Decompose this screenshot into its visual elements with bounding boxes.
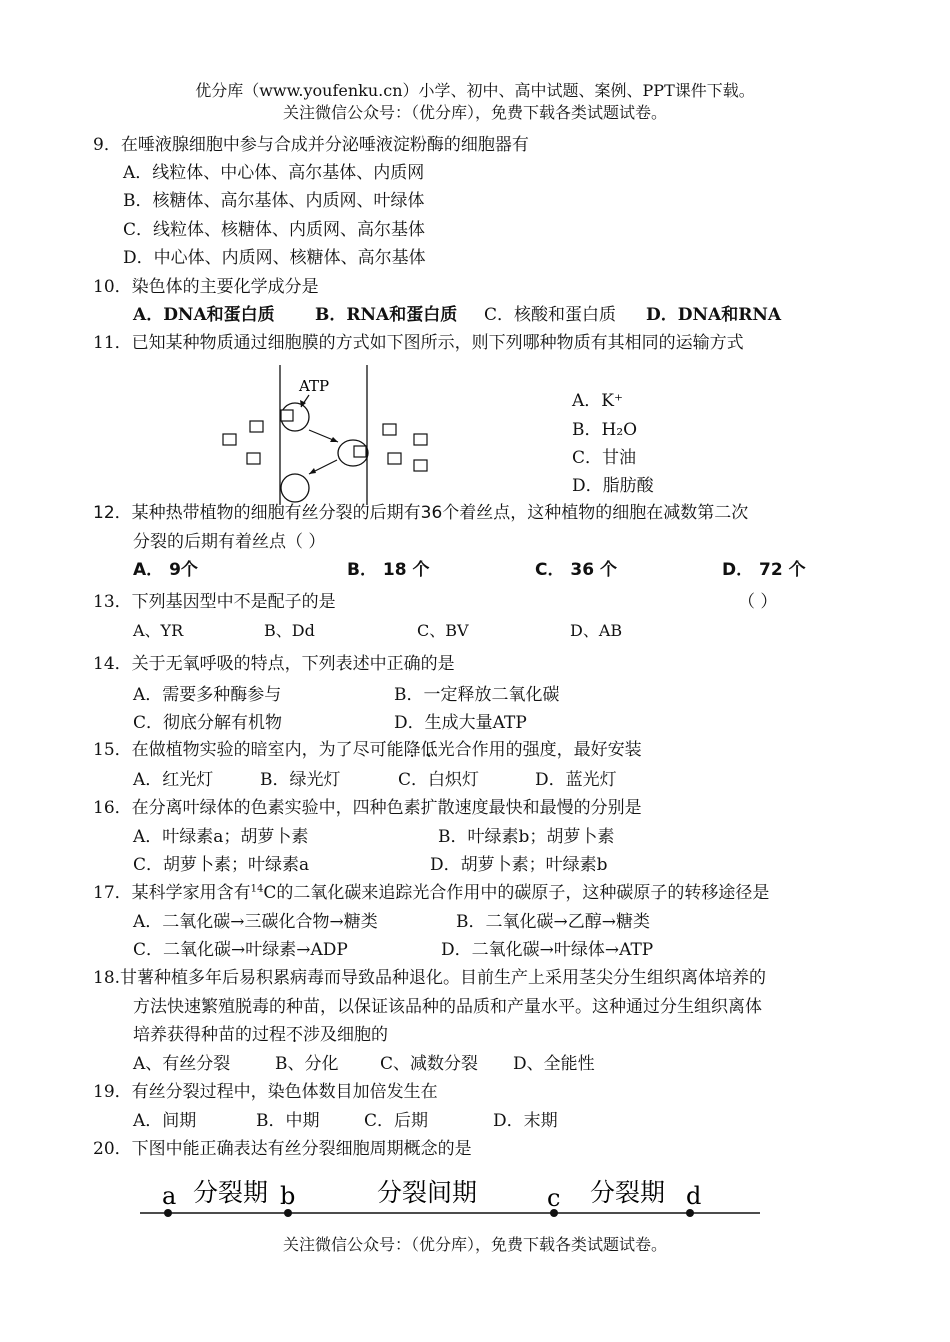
option-a: A．间期 [133,1111,197,1131]
membrane-transport-figure [215,360,445,510]
footer-line: 关注微信公众号：（优分库），免费下载各类试题试卷。 [282,1235,667,1254]
stem-text: 培养获得种苗的过程 [133,1025,286,1045]
option-a: A．DNA和蛋白质 [133,305,275,325]
point-label-b: b [280,1182,296,1210]
emphasis-char: 低 [420,740,438,760]
option-c: C．彻底分解有机物 [133,713,283,733]
option-c: C．线粒体、核糖体、内质网、高尔基体 [123,220,426,240]
question-stem: 13．下列基因型中不是配子的是 [93,592,336,612]
question-stem-line-1: 18.甘薯种植多年后易积累病毒而导致品种退化。目前生产上采用茎尖分生组织离体培养的 [93,968,767,988]
timeline-point-d [686,1209,694,1217]
option-a: A．线粒体、中心体、高尔基体、内质网 [123,163,425,183]
question-stem: 9．在唾液腺细胞中参与合成并分泌唾液淀粉酶的细胞器有 [93,135,529,155]
option-a: A． 9个 [133,560,198,580]
atp-label: ATP [299,377,330,395]
stem-text: 17．某科学家用含有 [93,883,251,903]
option-d: D、全能性 [513,1054,595,1074]
stem-text: 涉及细胞的 [303,1025,388,1045]
option-b: B．一定释放二氧化碳 [394,685,560,705]
segment-label-interphase: 分裂间期 [377,1178,478,1207]
option-a: A．叶绿素a；胡萝卜素 [133,827,309,847]
option-a: A、有丝分裂 [133,1054,231,1074]
option-d: D．脂肪酸 [572,476,654,496]
timeline-point-a [164,1209,172,1217]
segment-label-division: 分裂期 [590,1178,666,1207]
option-d: D．二氧化碳→叶绿体→ATP [441,940,654,960]
option-a: A．二氧化碳→三碳化合物→糖类 [133,912,378,932]
option-b: B．绿光灯 [260,770,341,790]
segment-label-division: 分裂期 [193,1178,269,1207]
header-line-2: 关注微信公众号：（优分库），免费下载各类试题试卷。 [282,103,667,122]
question-stem: 10．染色体的主要化学成分是 [93,277,319,297]
question-stem-line-3 [133,1020,388,1045]
option-b: B．二氧化碳→乙醇→糖类 [456,912,650,932]
option-b: B．叶绿素b；胡萝卜素 [438,827,615,847]
option-b: B、Dd [264,621,315,640]
question-stem: 14．关于无氧呼吸的特点，下列表述中正确的是 [93,654,455,674]
option-c: C．胡萝卜素；叶绿素a [133,855,310,875]
option-d: D．中心体、内质网、核糖体、高尔基体 [123,248,426,268]
option-a: A、YR [133,621,184,640]
option-c: C．后期 [364,1111,429,1131]
question-stem-line-1: 12．某种热带植物的细胞有丝分裂的后期有36个着丝点，这种植物的细胞在减数第二次 [93,503,749,523]
option-b: B．RNA和蛋白质 [315,305,458,325]
isotope-superscript: 14 [250,883,264,895]
option-c: C．甘油 [572,448,637,468]
question-stem-line-2: 分裂的后期有着丝点（ ） [133,532,326,552]
option-d: D．蓝光灯 [535,770,617,790]
option-b: B．核糖体、高尔基体、内质网、叶绿体 [123,191,425,211]
option-b: B．中期 [256,1111,320,1131]
option-c: C、BV [417,621,469,640]
option-d: D、AB [570,621,623,640]
option-c: C、减数分裂 [380,1054,479,1074]
option-d: D．生成大量ATP [394,713,527,733]
point-label-d: d [686,1182,702,1210]
option-a: A．红光灯 [133,770,214,790]
option-a: A．K⁺ [572,391,623,411]
option-b: B、分化 [275,1054,339,1074]
option-c: C．白炽灯 [398,770,480,790]
option-c: C． 36 个 [535,560,617,580]
option-c: C．二氧化碳→叶绿素→ADP [133,940,348,960]
point-label-c: c [547,1184,561,1212]
question-stem: 19．有丝分裂过程中，染色体数目加倍发生在 [93,1082,438,1102]
emphasis-char: 降 [403,740,421,760]
option-b: B． 18 个 [347,560,430,580]
stem-text: 光合作用的强度，最好安装 [437,740,642,760]
answer-bracket: （ ） [738,592,778,612]
question-stem-line-2: 方法快速繁殖脱毒的种苗，以保证该品种的品质和产量水平。这种通过分生组织离体 [133,997,762,1017]
question-stem: 11．已知某种物质通过细胞膜的方式如下图所示，则下列哪种物质有其相同的运输方式 [93,333,744,353]
point-label-a: a [162,1182,177,1210]
option-a: A．需要多种酶参与 [133,685,282,705]
stem-text: 15．在做植物实验的暗室内，为了尽可能 [93,740,404,760]
question-stem: 16．在分离叶绿体的色素实验中，四种色素扩散速度最快和最慢的分别是 [93,798,642,818]
emphasis-char: 不 [286,1025,303,1045]
question-stem [93,878,769,903]
question-stem [93,735,642,760]
timeline-point-b [284,1209,292,1217]
option-d: D．DNA和RNA [646,305,782,325]
question-stem: 20．下图中能正确表达有丝分裂细胞周期概念的是 [93,1139,472,1159]
stem-text: C的二氧化碳来追踪光合作用中的碳原子，这种碳原子的转移途径是 [263,883,770,903]
option-d: D．胡萝卜素；叶绿素b [430,855,608,875]
option-d: D． 72 个 [722,560,806,580]
option-b: B．H₂O [572,420,638,440]
option-d: D．末期 [493,1111,558,1131]
option-c: C．核酸和蛋白质 [484,305,617,325]
cell-cycle-timeline [135,1168,775,1228]
header-line-1: 优分库（www.youfenku.cn）小学、初中、高中试题、案例、PPT课件下载。 [195,81,755,100]
